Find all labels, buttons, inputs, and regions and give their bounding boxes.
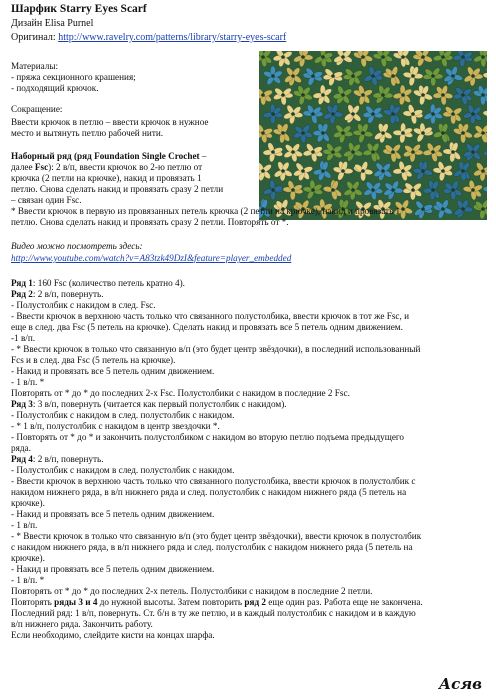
star-center bbox=[411, 150, 415, 154]
star-center bbox=[281, 131, 285, 135]
star-center bbox=[461, 169, 465, 173]
star-center bbox=[401, 55, 405, 59]
star-center bbox=[451, 112, 455, 116]
row-4-line: - Ввести крючок в верхнюю часть только что связанного полустолбика, ввести крючок в полустолбик с bbox=[11, 476, 416, 486]
foundation-line: петлю. Снова сделать накид и провязать сразу 2 петли. Повторять от *. bbox=[11, 217, 289, 227]
star-center bbox=[461, 55, 465, 59]
row-4-line: крючке). bbox=[11, 553, 45, 563]
star-center bbox=[361, 55, 365, 59]
star-center bbox=[461, 93, 465, 97]
star-center bbox=[431, 112, 435, 116]
row-2-line: -1 в/п. bbox=[11, 333, 36, 343]
row-4-line: накидом нижнего ряда, в в/п нижнего ряда и след. полустолбик с накидом нижнего ряда (5 петель на bbox=[11, 487, 407, 497]
star-center bbox=[351, 150, 355, 154]
star-center bbox=[401, 131, 405, 135]
row-4-line: - 1 в/п. * bbox=[11, 575, 45, 585]
star-center bbox=[471, 188, 475, 192]
star-center bbox=[381, 93, 385, 97]
star-center bbox=[371, 74, 375, 78]
scarf-photo bbox=[259, 51, 487, 220]
foundation-title: Наборный ряд (ряд Foundation Single Crochet – bbox=[11, 151, 207, 161]
star-center bbox=[431, 150, 435, 154]
star-center bbox=[441, 169, 445, 173]
star-center bbox=[431, 74, 435, 78]
star-center bbox=[281, 169, 285, 173]
star-center bbox=[411, 112, 415, 116]
star-center bbox=[381, 55, 385, 59]
star-center bbox=[401, 169, 405, 173]
row-4-line: - Накид и провязать все 5 петель одним движением. bbox=[11, 564, 215, 574]
row-2-line: - Ввести крючок в верхнюю часть только что связанного полустолбика, ввести крючок в тот же Fsc, и bbox=[11, 311, 410, 321]
star-center bbox=[401, 93, 405, 97]
row-2-line: - Полустолбик с накидом в след. Fsc. bbox=[11, 300, 156, 310]
materials-heading: Материалы: bbox=[11, 61, 59, 71]
star-center bbox=[301, 131, 305, 135]
materials-item: - пряжа секционного крашения; bbox=[11, 72, 136, 82]
star-center bbox=[371, 150, 375, 154]
star-center bbox=[381, 131, 385, 135]
designer-credit: Дизайн Elisa Purnel bbox=[11, 18, 94, 29]
star-center bbox=[441, 93, 445, 97]
row-2-line: - Накид и провязать все 5 петель одним движением. bbox=[11, 366, 215, 376]
star-center bbox=[291, 150, 295, 154]
star-center bbox=[421, 93, 425, 97]
star-center bbox=[331, 74, 335, 78]
star-center bbox=[261, 55, 265, 59]
video-link[interactable]: http://www.youtube.com/watch?v=A83tzk49DzI&feature=player_embedded bbox=[11, 253, 292, 263]
star-center bbox=[391, 112, 395, 116]
star-center bbox=[451, 188, 455, 192]
star-center bbox=[261, 131, 265, 135]
star-center bbox=[311, 188, 315, 192]
row-2-line: - 1 в/п. * bbox=[11, 377, 45, 387]
foundation-line: – связан один Fsc. bbox=[11, 195, 82, 205]
repeat-instruction: Повторять ряды 3 и 4 до нужной высоты. Затем повторить ряд 2 еще один раз. Работа еще не закончена. bbox=[11, 597, 423, 607]
star-center bbox=[481, 169, 485, 173]
star-center bbox=[271, 112, 275, 116]
star-center bbox=[421, 207, 425, 211]
foundation-line: петлю. Снова сделать накид и провязать сразу 2 петли bbox=[11, 184, 224, 194]
star-center bbox=[391, 150, 395, 154]
star-center bbox=[421, 131, 425, 135]
star-center bbox=[321, 131, 325, 135]
star-center bbox=[411, 188, 415, 192]
row-2-line: Повторять от * до * до последних 2-х Fsc. Полустолбики с накидом в последние 2 Fsc. bbox=[11, 388, 350, 398]
star-center bbox=[331, 112, 335, 116]
star-center bbox=[311, 112, 315, 116]
signature: Асяв bbox=[438, 675, 482, 693]
star-center bbox=[361, 169, 365, 173]
star-center bbox=[321, 169, 325, 173]
star-center bbox=[381, 169, 385, 173]
original-source bbox=[11, 32, 286, 43]
star-center bbox=[421, 169, 425, 173]
scarf-photo-image bbox=[259, 51, 487, 220]
star-center bbox=[291, 188, 295, 192]
star-center bbox=[301, 93, 305, 97]
row-4-line: с накидом нижнего ряда, в в/п нижнего ряда и след. полустолбик с накидом нижнего ряда (5 петель на bbox=[11, 542, 413, 552]
final-line: Если необходимо, слейдите кисти на концах шарфа. bbox=[11, 630, 215, 640]
star-center bbox=[261, 169, 265, 173]
star-center bbox=[321, 55, 325, 59]
abbrev-heading: Сокращение: bbox=[11, 104, 63, 114]
star-center bbox=[441, 55, 445, 59]
star-center bbox=[421, 55, 425, 59]
row-4-line: - * Ввести крючок в только что связанную в/п (это будет центр звёздочки), ввести крючок в полустолбик bbox=[11, 531, 422, 541]
star-center bbox=[411, 74, 415, 78]
star-center bbox=[281, 55, 285, 59]
star-center bbox=[481, 55, 485, 59]
row-4: Ряд 4: 2 в/п, повернуть. bbox=[11, 454, 104, 464]
star-center bbox=[361, 93, 365, 97]
star-center bbox=[341, 169, 345, 173]
final-line: в/п нижнего ряда. Закончить работу. bbox=[11, 619, 153, 629]
star-center bbox=[341, 93, 345, 97]
row-2: Ряд 2: 2 в/п, повернуть. bbox=[11, 289, 104, 299]
star-center bbox=[461, 131, 465, 135]
star-center bbox=[401, 207, 405, 211]
star-center bbox=[351, 188, 355, 192]
star-center bbox=[271, 188, 275, 192]
star-center bbox=[471, 74, 475, 78]
star-center bbox=[321, 93, 325, 97]
star-center bbox=[431, 188, 435, 192]
star-center bbox=[391, 74, 395, 78]
foundation-line: * Ввести крючок в первую из провязанных петель крючка (2 петли на крючке), накид и провязать 1 bbox=[11, 206, 401, 216]
abbrev-line: место и вытянуть петлю рабочей нити. bbox=[11, 128, 164, 138]
star-center bbox=[451, 150, 455, 154]
star-center bbox=[391, 188, 395, 192]
row-2-line: Fcs и в след. два Fsc (5 петель на крючке). bbox=[11, 355, 176, 365]
star-center bbox=[371, 188, 375, 192]
star-center bbox=[471, 150, 475, 154]
row-2-line: еще в след. два Fsc (5 петель на крючке). Сделать накид и провязать все 5 петель одним движением. bbox=[11, 322, 403, 332]
star-center bbox=[261, 93, 265, 97]
star-center bbox=[471, 112, 475, 116]
star-center bbox=[301, 169, 305, 173]
final-line: Последний ряд: 1 в/п, повернуть. Ст. б/н в ту же петлю, и в каждый полустолбик с накидом и в каждую bbox=[11, 608, 416, 618]
star-center bbox=[451, 74, 455, 78]
star-center bbox=[481, 93, 485, 97]
row-4-line: - 1 в/п. bbox=[11, 520, 38, 530]
star-center bbox=[481, 131, 485, 135]
materials-item: - подходящий крючок. bbox=[11, 83, 99, 93]
star-center bbox=[311, 74, 315, 78]
row-4-line: Повторять от * до * до последних 2-х петель. Полустолбики с накидом в последние 2 петли. bbox=[11, 586, 373, 596]
row-3-line: ряда. bbox=[11, 443, 31, 453]
star-center bbox=[271, 74, 275, 78]
original-link[interactable]: http://www.ravelry.com/patterns/library/starry-eyes-scarf bbox=[58, 32, 287, 43]
star-center bbox=[351, 112, 355, 116]
star-center bbox=[351, 74, 355, 78]
star-center bbox=[281, 93, 285, 97]
row-4-line: - Накид и провязать все 5 петель одним движением. bbox=[11, 509, 215, 519]
star-center bbox=[441, 207, 445, 211]
star-center bbox=[271, 150, 275, 154]
video-label: Видео можно посмотреть здесь: bbox=[11, 241, 143, 251]
pattern-title: Шарфик Starry Eyes Scarf bbox=[11, 3, 147, 15]
star-center bbox=[291, 112, 295, 116]
star-center bbox=[361, 131, 365, 135]
original-label: Оригинал: bbox=[11, 32, 56, 43]
row-4-line: - Полустолбик с накидом в след. полустолбик с накидом. bbox=[11, 465, 235, 475]
row-3-line: - Повторять от * до * и закончить полустолбиком с накидом во вторую петлю подъема предыдущего bbox=[11, 432, 405, 442]
row-2-line: - * Ввести крючок в только что связанную в/п (это будет центр звёздочки), в последний использованный bbox=[11, 344, 421, 354]
star-center bbox=[291, 74, 295, 78]
star-center bbox=[331, 150, 335, 154]
star-center bbox=[441, 131, 445, 135]
row-3-line: - Полустолбик с накидом в след. полустолбик с накидом. bbox=[11, 410, 235, 420]
row-1: Ряд 1: 160 Fsc (количество петель кратно 4). bbox=[11, 278, 185, 288]
star-center bbox=[301, 55, 305, 59]
row-3-line: - * 1 в/п, полустолбик с накидом в центр звездочки *. bbox=[11, 421, 220, 431]
star-center bbox=[481, 207, 485, 211]
star-center bbox=[341, 131, 345, 135]
star-center bbox=[331, 188, 335, 192]
star-center bbox=[341, 55, 345, 59]
row-4-line: крючке). bbox=[11, 498, 45, 508]
foundation-line: далее Fsc): 2 в/п, ввести крючок во 2-ю петлю от bbox=[11, 162, 203, 172]
abbrev-line: Ввести крючок в петлю – ввести крючок в нужное bbox=[11, 117, 209, 127]
foundation-line: крючка (2 петли на крючке), накид и провязать 1 bbox=[11, 173, 202, 183]
row-3: Ряд 3: 3 в/п, повернуть (читается как первый полустолбик с накидом). bbox=[11, 399, 287, 409]
star-center bbox=[371, 112, 375, 116]
star-center bbox=[311, 150, 315, 154]
star-center bbox=[461, 207, 465, 211]
